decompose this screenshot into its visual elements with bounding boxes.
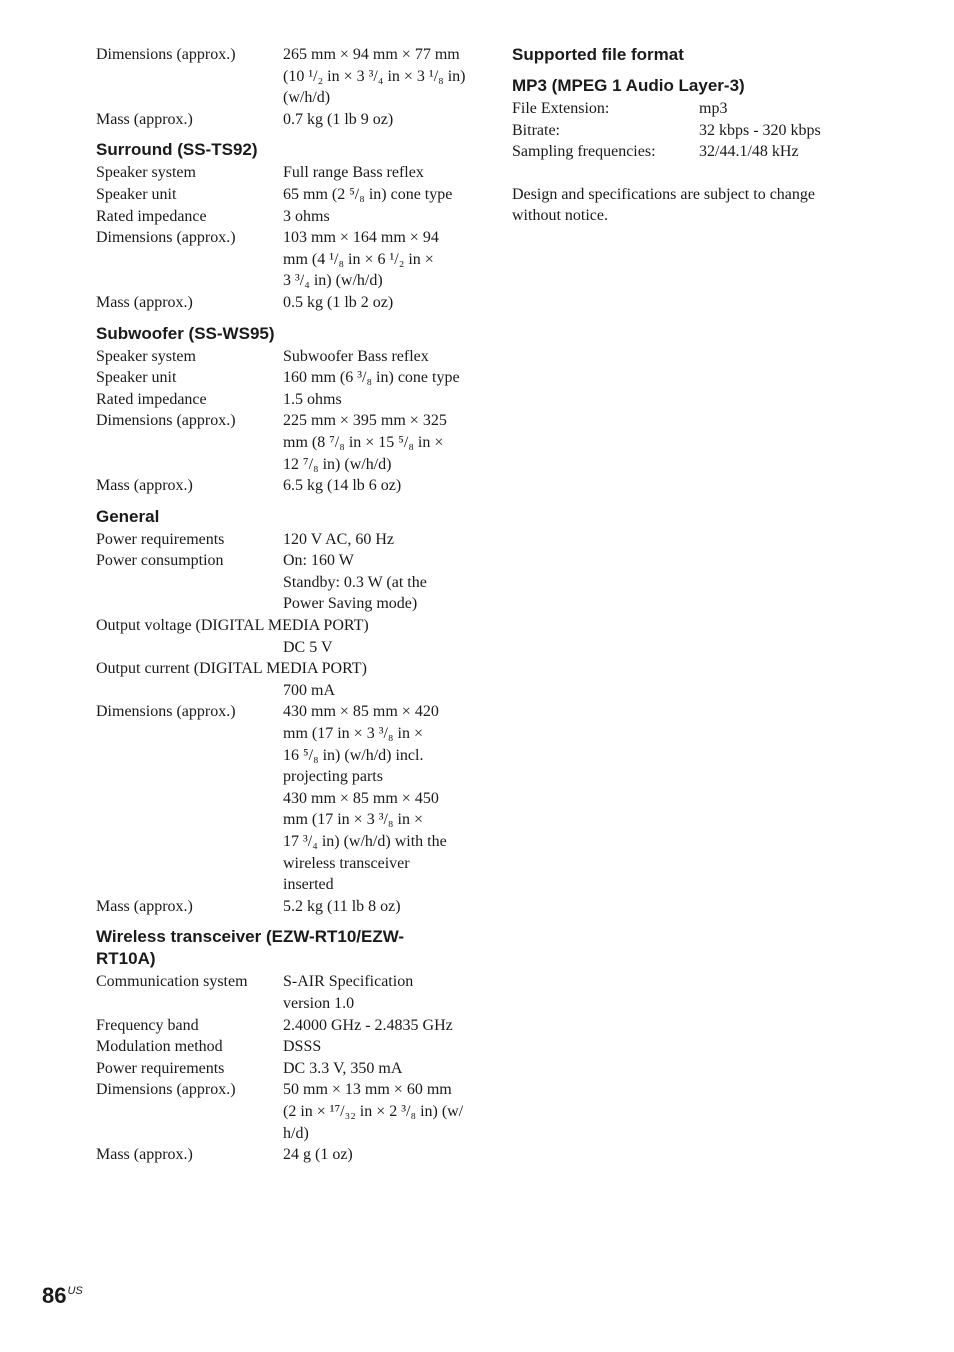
spec-row bbox=[96, 44, 476, 109]
spec-label: Mass (approx.) bbox=[96, 477, 193, 495]
spec-value: On: 160 W Standby: 0.3 W (at the Power Saving mode) bbox=[283, 552, 427, 613]
spec-label: Power consumption bbox=[96, 552, 224, 570]
spec-label: Rated impedance bbox=[96, 207, 207, 225]
spec-row bbox=[96, 971, 476, 1014]
section-heading-surround: Surround (SS-TS92) bbox=[96, 140, 258, 160]
spec-row bbox=[512, 120, 872, 142]
spec-label: Sampling frequencies: bbox=[512, 143, 656, 161]
spec-value: 120 V AC, 60 Hz bbox=[283, 530, 394, 548]
section-heading-general: General bbox=[96, 506, 160, 526]
left-column bbox=[96, 44, 476, 1166]
spec-row bbox=[96, 109, 476, 131]
spec-row bbox=[96, 475, 476, 497]
spec-row bbox=[96, 389, 476, 411]
spec-row bbox=[96, 184, 476, 206]
spec-value: 32 kbps - 320 kbps bbox=[699, 121, 821, 139]
spec-label-full: Output current (DIGITAL MEDIA PORT) bbox=[96, 660, 367, 678]
spec-row bbox=[96, 162, 476, 184]
spec-value: 0.5 kg (1 lb 2 oz) bbox=[283, 293, 394, 311]
spec-label: Mass (approx.) bbox=[96, 1146, 193, 1164]
spec-label: Dimensions (approx.) bbox=[96, 1081, 236, 1099]
spec-label: File Extension: bbox=[512, 100, 610, 117]
spec-value: 1.5 ohms bbox=[283, 390, 342, 408]
spec-label: Speaker unit bbox=[96, 369, 177, 387]
spec-value: 50 mm × 13 mm × 60 mm (2 in × ¹⁷/₃₂ in × 2 ³/₈ in) (w/ h/d) bbox=[283, 1081, 464, 1142]
spec-row bbox=[96, 896, 476, 918]
spec-label: Mass (approx.) bbox=[96, 110, 193, 128]
spec-label: Mass (approx.) bbox=[96, 897, 193, 915]
spec-row bbox=[96, 206, 476, 228]
spec-label: Frequency band bbox=[96, 1016, 199, 1034]
spec-value: 5.2 kg (11 lb 8 oz) bbox=[283, 897, 401, 915]
spec-label: Speaker unit bbox=[96, 185, 177, 203]
spec-row bbox=[96, 701, 476, 895]
spec-value: S-AIR Specification version 1.0 bbox=[283, 973, 414, 1012]
spec-row bbox=[96, 1079, 476, 1144]
spec-row bbox=[512, 98, 872, 120]
spec-row bbox=[96, 367, 476, 389]
spec-label: Dimensions (approx.) bbox=[96, 412, 236, 430]
spec-value: 700 mA bbox=[283, 681, 335, 699]
spec-value: 225 mm × 395 mm × 325 mm (8 ⁷/₈ in × 15 ⁵/₈ in × 12 ⁷/₈ in) (w/h/d) bbox=[283, 412, 447, 473]
spec-row bbox=[96, 1058, 476, 1080]
spec-row bbox=[96, 410, 476, 475]
right-column bbox=[512, 44, 872, 227]
spec-value: DC 3.3 V, 350 mA bbox=[283, 1059, 403, 1077]
spec-label-full: Output voltage (DIGITAL MEDIA PORT) bbox=[96, 617, 369, 635]
spec-value: 103 mm × 164 mm × 94 mm (4 ¹/₈ in × 6 ¹/₂ in × 3 ³/₄ in) (w/h/d) bbox=[283, 229, 439, 290]
page-number-value: 86 bbox=[42, 1283, 67, 1308]
section-heading-wireless: Wireless transceiver (EZW-RT10/EZW- RT10A) bbox=[96, 927, 405, 969]
spec-value: 160 mm (6 ³/₈ in) cone type bbox=[283, 369, 460, 387]
spec-value: 2.4000 GHz - 2.4835 GHz bbox=[283, 1016, 453, 1034]
spec-row bbox=[96, 346, 476, 368]
region-code: US bbox=[67, 1285, 83, 1297]
subheading-mp3: MP3 (MPEG 1 Audio Layer-3) bbox=[512, 76, 745, 95]
spec-label: Dimensions (approx.) bbox=[96, 703, 236, 721]
spec-value: Subwoofer Bass reflex bbox=[283, 347, 429, 365]
spec-value: 32/44.1/48 kHz bbox=[699, 143, 799, 161]
page-number bbox=[42, 1283, 83, 1309]
spec-label: Rated impedance bbox=[96, 390, 207, 408]
specifications-note: Design and specifications are subject to change without notice. bbox=[512, 185, 815, 225]
section-heading-subwoofer: Subwoofer (SS-WS95) bbox=[96, 323, 275, 343]
spec-label: Modulation method bbox=[96, 1038, 223, 1056]
spec-value: 0.7 kg (1 lb 9 oz) bbox=[283, 110, 394, 128]
spec-value: 265 mm × 94 mm × 77 mm (10 ¹/₂ in × 3 ³/₄ in × 3 ¹/₈ in) (w/h/d) bbox=[283, 46, 466, 107]
spec-value: mp3 bbox=[699, 100, 728, 117]
spec-label: Dimensions (approx.) bbox=[96, 46, 236, 63]
spec-label: Communication system bbox=[96, 973, 248, 991]
spec-label: Power requirements bbox=[96, 530, 225, 548]
spec-value: DC 5 V bbox=[283, 638, 333, 656]
spec-label: Speaker system bbox=[96, 347, 196, 365]
section-heading-file-format: Supported file format bbox=[512, 45, 684, 64]
spec-value: 65 mm (2 ⁵/₈ in) cone type bbox=[283, 185, 453, 203]
spec-row bbox=[96, 550, 476, 615]
spec-value: 430 mm × 85 mm × 420 mm (17 in × 3 ³/₈ in × 16 ⁵/₈ in) (w/h/d) incl. projecting parts 430 mm × 85 mm × 450 mm (17 in × 3 ³/₈ in × 17 ³/₄ in) (w/h/d) with the wireless transceiver inserted bbox=[283, 703, 447, 894]
spec-row bbox=[96, 529, 476, 551]
spec-label: Dimensions (approx.) bbox=[96, 229, 236, 247]
spec-value: 3 ohms bbox=[283, 207, 330, 225]
spec-row bbox=[96, 1015, 476, 1037]
spec-value: 6.5 kg (14 lb 6 oz) bbox=[283, 477, 402, 495]
spec-label: Bitrate: bbox=[512, 121, 560, 139]
spec-label: Speaker system bbox=[96, 164, 196, 182]
spec-row bbox=[96, 1144, 476, 1166]
spec-value: 24 g (1 oz) bbox=[283, 1146, 353, 1164]
spec-row bbox=[96, 1036, 476, 1058]
spec-label: Power requirements bbox=[96, 1059, 225, 1077]
spec-label: Mass (approx.) bbox=[96, 293, 193, 311]
spec-value: Full range Bass reflex bbox=[283, 164, 424, 182]
spec-row bbox=[96, 292, 476, 314]
spec-value: DSSS bbox=[283, 1038, 322, 1056]
spec-row bbox=[512, 141, 872, 163]
spec-row bbox=[96, 227, 476, 292]
